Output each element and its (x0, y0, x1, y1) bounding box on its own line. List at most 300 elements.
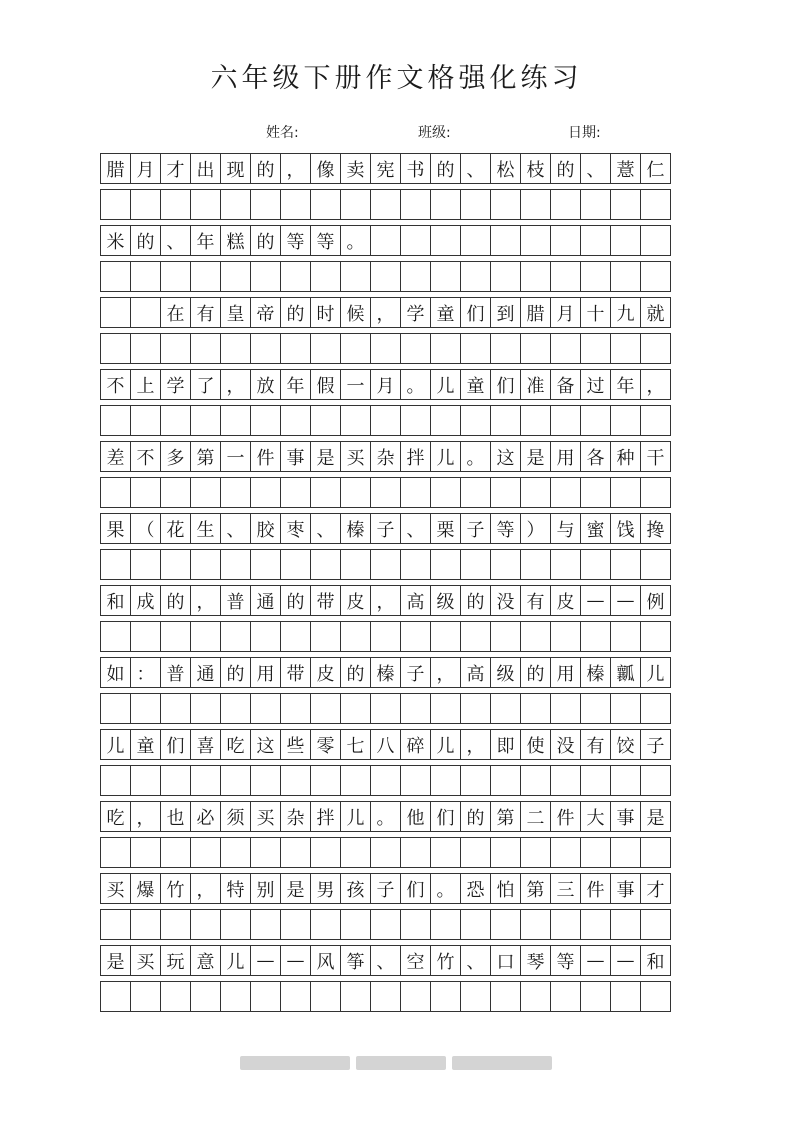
grid-cell (520, 261, 551, 292)
grid-cell (430, 765, 461, 796)
grid-cell (160, 837, 191, 868)
grid-cell: 候 (340, 297, 371, 328)
blank-row (100, 765, 688, 796)
grid-cell: 的 (130, 225, 161, 256)
grid-cell (580, 549, 611, 580)
grid-cell: 和 (640, 945, 671, 976)
grid-cell: 年 (610, 369, 641, 400)
blank-row (100, 189, 688, 220)
grid-cell (550, 405, 581, 436)
grid-cell (460, 261, 491, 292)
grid-cell (370, 333, 401, 364)
grid-cell: 仁 (640, 153, 671, 184)
grid-cell: 吃 (100, 801, 131, 832)
grid-cell (460, 405, 491, 436)
grid-cell (130, 765, 161, 796)
grid-cell: 是 (100, 945, 131, 976)
grid-cell (580, 765, 611, 796)
grid-cell: 的 (430, 153, 461, 184)
grid-cell (310, 837, 341, 868)
date-label: 日期: (568, 125, 601, 141)
grid-cell: 差 (100, 441, 131, 472)
grid-cell: 皮 (310, 657, 341, 688)
grid-cell (550, 225, 581, 256)
grid-cell: 像 (310, 153, 341, 184)
grid-cell (640, 261, 671, 292)
grid-cell (340, 981, 371, 1012)
grid-cell (340, 837, 371, 868)
grid-cell (130, 189, 161, 220)
grid-cell (430, 693, 461, 724)
grid-cell: 不 (100, 369, 131, 400)
grid-cell: 的 (520, 657, 551, 688)
grid-cell: 、 (580, 153, 611, 184)
grid-cell (400, 477, 431, 508)
grid-cell: 。 (430, 873, 461, 904)
grid-cell: 带 (310, 585, 341, 616)
grid-cell (430, 261, 461, 292)
grid-cell: 们 (430, 801, 461, 832)
grid-cell (400, 693, 431, 724)
grid-cell: ， (130, 801, 161, 832)
grid-cell (160, 477, 191, 508)
grid-cell (130, 837, 161, 868)
grid-cell (550, 333, 581, 364)
grid-cell (640, 477, 671, 508)
grid-cell (130, 981, 161, 1012)
grid-cell: 就 (640, 297, 671, 328)
grid-cell: 蜜 (580, 513, 611, 544)
grid-cell: 口 (490, 945, 521, 976)
grid-cell: — (250, 945, 281, 976)
grid-cell: 的 (550, 153, 581, 184)
grid-cell (580, 225, 611, 256)
grid-cell: 没 (490, 585, 521, 616)
grid-cell: ， (370, 585, 401, 616)
grid-cell (460, 333, 491, 364)
grid-cell: 大 (580, 801, 611, 832)
grid-cell: 子 (370, 873, 401, 904)
grid-cell: 七 (340, 729, 371, 760)
grid-cell (130, 621, 161, 652)
grid-cell (400, 405, 431, 436)
grid-cell: 。 (400, 369, 431, 400)
grid-cell: 榛 (370, 657, 401, 688)
grid-cell: 拌 (400, 441, 431, 472)
grid-cell: 枣 (280, 513, 311, 544)
grid-cell: 是 (280, 873, 311, 904)
grid-cell (160, 765, 191, 796)
grid-cell (340, 405, 371, 436)
grid-cell: 腊 (100, 153, 131, 184)
grid-cell (370, 405, 401, 436)
grid-cell: 必 (190, 801, 221, 832)
grid-cell: ， (430, 657, 461, 688)
grid-cell: 例 (640, 585, 671, 616)
grid-cell (340, 333, 371, 364)
class-label: 班级: (418, 125, 451, 141)
grid-cell (370, 909, 401, 940)
grid-cell: 件 (250, 441, 281, 472)
grid-cell: 松 (490, 153, 521, 184)
grid-cell (430, 621, 461, 652)
grid-cell (640, 837, 671, 868)
grid-cell: 儿 (340, 801, 371, 832)
grid-cell: 、 (370, 945, 401, 976)
grid-cell (580, 405, 611, 436)
grid-cell (190, 189, 221, 220)
grid-cell: 恐 (460, 873, 491, 904)
grid-cell: 杂 (370, 441, 401, 472)
grid-cell: 买 (100, 873, 131, 904)
grid-cell (490, 765, 521, 796)
grid-cell: 即 (490, 729, 521, 760)
grid-cell (490, 261, 521, 292)
grid-cell: 上 (130, 369, 161, 400)
text-row (100, 225, 688, 256)
grid-cell: 花 (160, 513, 191, 544)
grid-cell: 通 (250, 585, 281, 616)
grid-cell: 儿 (100, 729, 131, 760)
grid-cell (310, 693, 341, 724)
grid-cell (610, 909, 641, 940)
grid-cell: 碎 (400, 729, 431, 760)
grid-cell (610, 477, 641, 508)
grid-cell (190, 909, 221, 940)
grid-cell: 有 (580, 729, 611, 760)
grid-cell: ， (190, 873, 221, 904)
grid-cell: 用 (250, 657, 281, 688)
grid-cell (490, 981, 521, 1012)
grid-cell (400, 765, 431, 796)
grid-cell: 一 (340, 369, 371, 400)
grid-cell: 第 (190, 441, 221, 472)
grid-cell: ， (190, 585, 221, 616)
grid-cell: 也 (160, 801, 191, 832)
grid-cell: 竹 (430, 945, 461, 976)
grid-cell (160, 405, 191, 436)
grid-cell: 们 (400, 873, 431, 904)
blank-row (100, 909, 688, 940)
grid-cell (550, 621, 581, 652)
grid-cell: 拌 (310, 801, 341, 832)
grid-cell: 的 (220, 657, 251, 688)
grid-cell (520, 405, 551, 436)
composition-grid (100, 153, 688, 1017)
grid-cell: 栗 (430, 513, 461, 544)
grid-cell (400, 837, 431, 868)
grid-cell (640, 765, 671, 796)
grid-cell: 的 (460, 801, 491, 832)
grid-cell (610, 225, 641, 256)
grid-cell: — (280, 945, 311, 976)
text-row (100, 585, 688, 616)
grid-cell: 吃 (220, 729, 251, 760)
grid-cell: 孩 (340, 873, 371, 904)
grid-cell: 才 (640, 873, 671, 904)
grid-cell: 、 (400, 513, 431, 544)
grid-cell (550, 261, 581, 292)
grid-cell: 现 (220, 153, 251, 184)
grid-cell (550, 765, 581, 796)
grid-cell (370, 477, 401, 508)
grid-cell (550, 693, 581, 724)
grid-cell: 、 (220, 513, 251, 544)
text-row (100, 513, 688, 544)
grid-cell: 。 (340, 225, 371, 256)
grid-cell: 级 (430, 585, 461, 616)
grid-cell (640, 693, 671, 724)
grid-cell: 皮 (550, 585, 581, 616)
grid-cell (280, 693, 311, 724)
grid-cell: 怕 (490, 873, 521, 904)
grid-cell: 多 (160, 441, 191, 472)
grid-cell: 皮 (340, 585, 371, 616)
grid-cell (220, 477, 251, 508)
grid-cell (280, 621, 311, 652)
grid-cell (190, 405, 221, 436)
grid-cell: 年 (280, 369, 311, 400)
grid-cell (580, 909, 611, 940)
grid-cell: 第 (490, 801, 521, 832)
grid-cell (550, 189, 581, 220)
grid-cell (430, 225, 461, 256)
grid-cell: 瓤 (610, 657, 641, 688)
grid-cell: 第 (520, 873, 551, 904)
grid-cell (520, 225, 551, 256)
grid-cell (220, 333, 251, 364)
grid-cell: 用 (550, 657, 581, 688)
grid-cell: 九 (610, 297, 641, 328)
grid-cell: （ (130, 513, 161, 544)
grid-cell (250, 549, 281, 580)
grid-cell: 高 (460, 657, 491, 688)
grid-cell (370, 225, 401, 256)
grid-cell: 特 (220, 873, 251, 904)
grid-cell: 假 (310, 369, 341, 400)
grid-cell (220, 981, 251, 1012)
grid-cell: 筝 (340, 945, 371, 976)
grid-cell (340, 477, 371, 508)
grid-cell (490, 621, 521, 652)
grid-cell (490, 693, 521, 724)
grid-cell: 学 (160, 369, 191, 400)
grid-cell: 皇 (220, 297, 251, 328)
grid-cell: 买 (340, 441, 371, 472)
grid-cell: 他 (400, 801, 431, 832)
grid-cell: 些 (280, 729, 311, 760)
grid-cell (130, 405, 161, 436)
name-label: 姓名: (266, 125, 299, 141)
grid-cell (640, 225, 671, 256)
grid-cell (580, 837, 611, 868)
grid-cell (310, 333, 341, 364)
grid-cell (310, 261, 341, 292)
text-row (100, 945, 688, 976)
grid-cell: 出 (190, 153, 221, 184)
grid-cell (400, 621, 431, 652)
grid-cell (250, 981, 281, 1012)
grid-cell (160, 693, 191, 724)
grid-cell: 宪 (370, 153, 401, 184)
grid-cell: 帝 (250, 297, 281, 328)
grid-cell (400, 333, 431, 364)
grid-cell (100, 909, 131, 940)
grid-cell: 子 (370, 513, 401, 544)
grid-cell: 枝 (520, 153, 551, 184)
grid-cell: 榛 (580, 657, 611, 688)
grid-cell: 月 (370, 369, 401, 400)
grid-cell (580, 189, 611, 220)
text-row (100, 369, 688, 400)
grid-cell (610, 333, 641, 364)
grid-cell: 薏 (610, 153, 641, 184)
grid-cell: — (610, 585, 641, 616)
grid-cell (520, 837, 551, 868)
grid-cell (340, 189, 371, 220)
grid-cell: 二 (520, 801, 551, 832)
grid-cell (460, 225, 491, 256)
grid-cell: 竹 (160, 873, 191, 904)
footer-watermark (240, 1056, 555, 1070)
text-row (100, 657, 688, 688)
page-title: 六年级下册作文格强化练习 (210, 63, 583, 94)
grid-cell: 是 (310, 441, 341, 472)
grid-cell: 高 (400, 585, 431, 616)
grid-cell (310, 189, 341, 220)
grid-cell (610, 981, 641, 1012)
grid-cell (280, 909, 311, 940)
grid-cell (340, 549, 371, 580)
grid-cell: 空 (400, 945, 431, 976)
grid-cell (400, 225, 431, 256)
grid-cell (370, 765, 401, 796)
text-row (100, 729, 688, 760)
grid-cell (280, 333, 311, 364)
grid-cell (430, 477, 461, 508)
grid-cell (220, 405, 251, 436)
grid-cell: 事 (610, 801, 641, 832)
grid-cell (130, 909, 161, 940)
grid-cell (280, 765, 311, 796)
grid-cell (190, 477, 221, 508)
grid-cell: 八 (370, 729, 401, 760)
grid-cell (220, 765, 251, 796)
grid-cell (100, 477, 131, 508)
grid-cell (400, 981, 431, 1012)
text-row (100, 801, 688, 832)
grid-cell (400, 261, 431, 292)
student-info-row (0, 122, 793, 144)
grid-cell (220, 621, 251, 652)
grid-cell: 学 (400, 297, 431, 328)
grid-cell (220, 693, 251, 724)
grid-cell: 有 (520, 585, 551, 616)
grid-cell (250, 693, 281, 724)
grid-cell: 儿 (220, 945, 251, 976)
grid-cell: 是 (520, 441, 551, 472)
blank-row (100, 981, 688, 1012)
grid-cell: 们 (460, 297, 491, 328)
grid-cell (640, 621, 671, 652)
grid-cell: 童 (460, 369, 491, 400)
grid-cell (310, 765, 341, 796)
grid-cell (580, 693, 611, 724)
grid-cell: 腊 (520, 297, 551, 328)
grid-cell (160, 333, 191, 364)
grid-cell: ， (460, 729, 491, 760)
grid-cell (160, 981, 191, 1012)
grid-cell (310, 981, 341, 1012)
grid-cell: 件 (580, 873, 611, 904)
grid-cell: 儿 (430, 729, 461, 760)
grid-cell (370, 549, 401, 580)
grid-cell (370, 621, 401, 652)
grid-cell (310, 909, 341, 940)
grid-cell (340, 261, 371, 292)
grid-cell: 童 (130, 729, 161, 760)
grid-cell: 等 (490, 513, 521, 544)
grid-cell: 备 (550, 369, 581, 400)
grid-cell (310, 405, 341, 436)
grid-cell (580, 333, 611, 364)
grid-cell (460, 909, 491, 940)
grid-cell: 的 (280, 297, 311, 328)
grid-cell (610, 765, 641, 796)
grid-cell (100, 405, 131, 436)
grid-cell: 们 (490, 369, 521, 400)
grid-cell: 、 (310, 513, 341, 544)
grid-cell: 三 (550, 873, 581, 904)
grid-cell (430, 333, 461, 364)
grid-cell (130, 693, 161, 724)
grid-cell (220, 261, 251, 292)
grid-cell (550, 837, 581, 868)
grid-cell: 饯 (610, 513, 641, 544)
grid-cell (100, 189, 131, 220)
grid-cell: 的 (280, 585, 311, 616)
grid-cell: 玩 (160, 945, 191, 976)
grid-cell (520, 981, 551, 1012)
grid-cell: 等 (310, 225, 341, 256)
grid-cell: 爆 (130, 873, 161, 904)
grid-cell (550, 981, 581, 1012)
grid-cell (280, 189, 311, 220)
grid-cell (520, 333, 551, 364)
grid-cell: 级 (490, 657, 521, 688)
grid-cell: 儿 (640, 657, 671, 688)
grid-cell (340, 909, 371, 940)
grid-cell (280, 549, 311, 580)
grid-cell: 时 (310, 297, 341, 328)
grid-cell: 的 (250, 225, 281, 256)
grid-cell: 书 (400, 153, 431, 184)
grid-cell: 了 (190, 369, 221, 400)
grid-cell: 饺 (610, 729, 641, 760)
grid-cell (160, 261, 191, 292)
grid-cell: 的 (250, 153, 281, 184)
grid-cell (190, 765, 221, 796)
grid-cell: 果 (100, 513, 131, 544)
grid-cell: 过 (580, 369, 611, 400)
grid-cell: 月 (130, 153, 161, 184)
grid-cell (610, 549, 641, 580)
grid-cell: 各 (580, 441, 611, 472)
grid-cell: ） (520, 513, 551, 544)
grid-cell (460, 765, 491, 796)
grid-cell (640, 909, 671, 940)
grid-cell (190, 621, 221, 652)
